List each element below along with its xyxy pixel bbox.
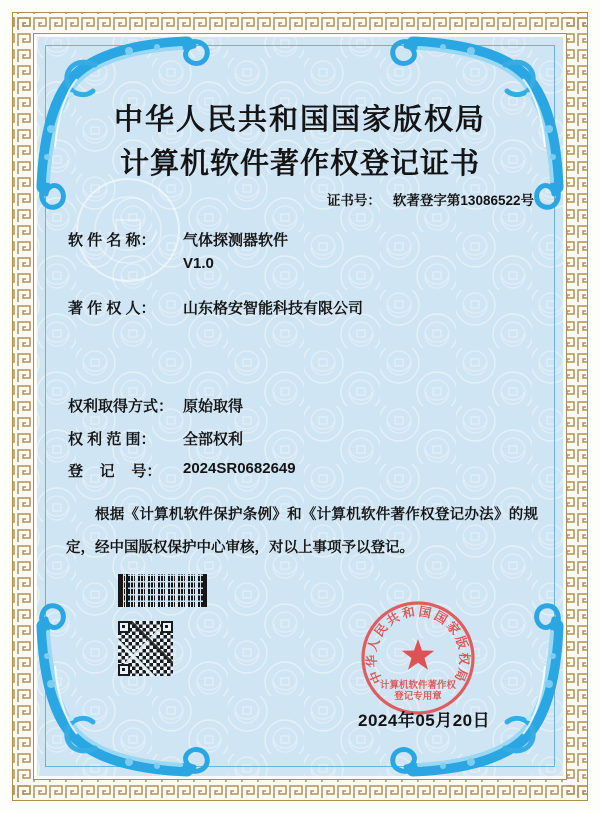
issue-date: 2024年05月20日 xyxy=(358,711,491,730)
field-value: 原始取得 xyxy=(183,398,244,415)
registration-number-value: 2024SR0682649 xyxy=(183,460,296,477)
certificate-number xyxy=(327,189,534,209)
field-value: 气体探测器软件 xyxy=(183,232,289,249)
page-title-line1: 中华人民共和国国家版权局 xyxy=(113,104,486,136)
seal-title-line1: 计算机软件著作权 xyxy=(379,680,457,691)
red-star-icon xyxy=(402,639,434,670)
registration-statement: 根据《计算机软件保护条例》和《计算机软件著作权登记办法》的规定，经中国版权保护中心审核，对以上事项予以登记。 xyxy=(66,507,538,556)
qr-code-image xyxy=(118,621,173,676)
field-label: 登 记 号： xyxy=(68,463,162,480)
qr-finder-icon xyxy=(118,621,130,633)
field-label: 软 件 名 称： xyxy=(68,232,156,249)
certificate-title xyxy=(0,98,600,186)
field-value: 山东格安智能科技有限公司 xyxy=(183,300,364,317)
seal-title-line2: 登记专用章 xyxy=(394,691,442,702)
qr-finder-icon xyxy=(161,621,173,633)
certificate-number-value: 软著登字第13086522号 xyxy=(392,193,534,208)
field-value: 全部权利 xyxy=(183,431,244,448)
barcode-image xyxy=(118,574,207,607)
qr-finder-icon xyxy=(118,664,130,676)
seal-ring-text: 中华人民共和国国家版权局 xyxy=(364,604,472,686)
page-title-line2: 计算机软件著作权登记证书 xyxy=(119,148,480,180)
field-label: 权利取得方式： xyxy=(68,398,174,415)
field-label: 著 作 权 人： xyxy=(68,300,156,317)
official-seal xyxy=(356,596,480,720)
field-label: 权 利 范 围： xyxy=(68,431,156,448)
certificate-number-label: 证书号： xyxy=(326,193,381,208)
software-version: V1.0 xyxy=(183,255,214,272)
